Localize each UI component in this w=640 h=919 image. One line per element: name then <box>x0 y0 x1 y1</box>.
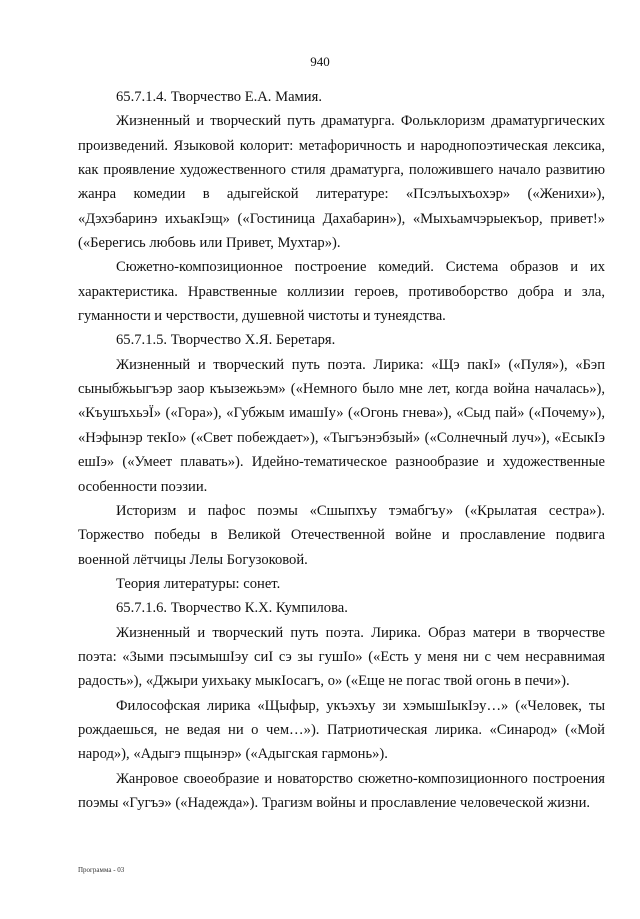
section-heading: 65.7.1.4. Творчество Е.А. Мамия. <box>116 89 322 105</box>
body-paragraph: Жизненный и творческий путь поэта. Лирика: «Щэ пакІ» («Пуля»), «Бэп сыныбжьыгъэр заор къызежьэм» («Немного было мне лет, когда война началась»), «КъушъхьэЇ» («Гора»), «Губжым имашІу» («Огонь гнева»), «Сыд пай» («Почему»), «Нэфынэр текІо» («Свет побеждает»), «Тыгъэнэбзый» («Солнечный луч»), «ЕсыкІэ ешІэ» («Умеет плавать»). Идейно-тематическое разнообразие и художественные особенности поэзии. <box>78 356 605 495</box>
body-paragraph: Жизненный и творческий путь драматурга. Фольклоризм драматургических произведений. Языковой колорит: метафоричность и народнопоэтическая лексика, как проявление художественного стиля драматурга, положившего начало развитию жанра комедии в адыгейской литературе: «Псэлъыхъохэр» («Женихи»), «Дэхэбаринэ ихьакІэщ» («Гостиница Дахабарин»), «Мыхьамчэрыекъор, привет!» («Берегись любовь или Привет, Мухтар»). <box>78 113 605 252</box>
section-heading: 65.7.1.6. Творчество К.Х. Кумпилова. <box>116 600 348 617</box>
page-content <box>78 85 605 815</box>
section-heading: 65.7.1.5. Творчество Х.Я. Беретаря. <box>116 332 336 349</box>
footer-note: Программа - 03 <box>78 866 125 874</box>
body-paragraph: Жанровое своеобразие и новаторство сюжетно-композиционного построения поэмы «Гугъэ» («Надежда»). Трагизм войны и прославление человеческой жизни. <box>78 770 605 811</box>
body-paragraph: Сюжетно-композиционное построение комедий. Система образов и их характеристика. Нравственные коллизии героев, противоборство добра и зла, гуманности и черствости, душевной чистоты и тунеядства. <box>78 259 605 325</box>
body-paragraph: Историзм и пафос поэмы «Сшыпхъу тэмабгъу» («Крылатая сестра»). Торжество победы в Великой Отечественной войне и прославление подвига военной лётчицы Лелы Богузоковой. <box>78 502 605 568</box>
theory-line: Теория литературы: сонет. <box>116 575 281 592</box>
body-paragraph: Жизненный и творческий путь поэта. Лирика. Образ матери в творчестве поэта: «Зыми пэсымышІэу сиІ сэ зы гушІо» («Есть у меня ни с чем несравнимая радость»), «Джыри уихьаку мыкІосагъ, о» («Еще не погас твой огонь в печи»). <box>78 624 605 690</box>
page-number: 940 <box>310 54 330 69</box>
body-paragraph: Философская лирика «Щыфыр, укъэхъу зи хэмышІыкІэу…» («Человек, ты рождаешься, не ведая ни о чем…»). Патриотическая лирика. «Синарод» («Мой народ»), «Адыгэ пщынэр» («Адыгская гармонь»). <box>78 697 605 763</box>
